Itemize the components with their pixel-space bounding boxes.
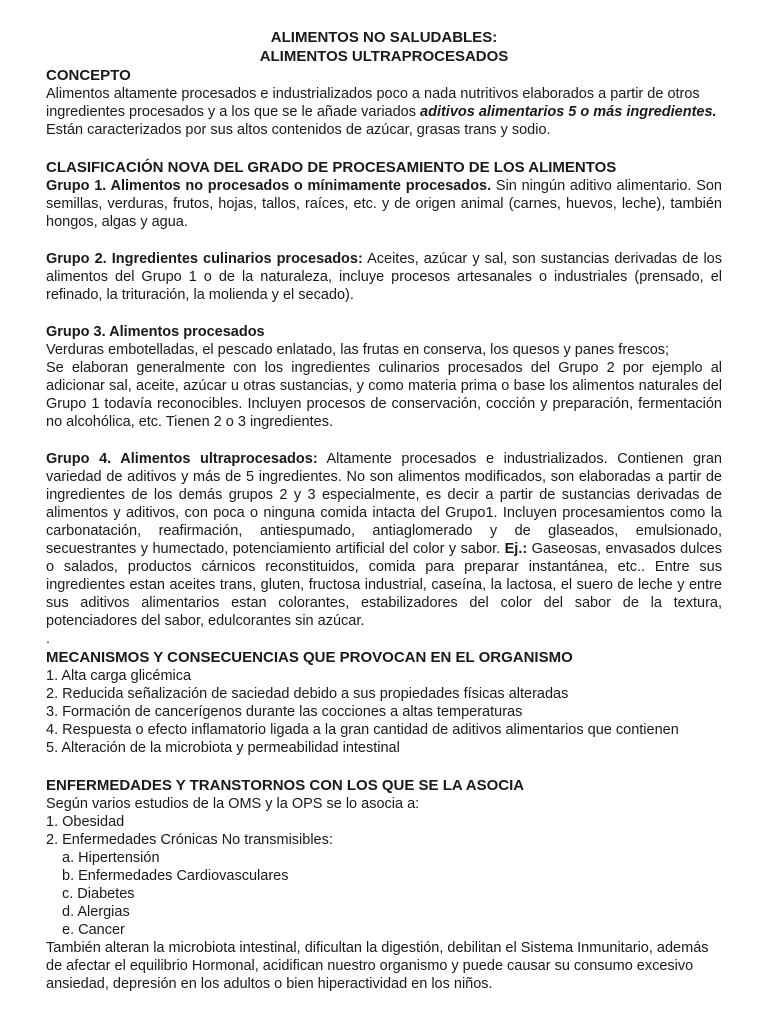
grupo4-ej-label: Ej.: <box>504 541 528 557</box>
grupo4-text-b: Gaseosas, envasados dulces o salados, productos cárnicos reconstituidos, comida para preparar instantánea, etc.. Entre sus ingredientes estan aceites trans, gluten, fructosa industrial, caseína, la lactosa, el suero de leche y entre sus aditivos alimentarios estan colorantes, estabilizadores del color del sabor de la textura, potenciadores del sabor, edulcorantes sin azúcar. <box>46 541 722 629</box>
document-title-line-1: ALIMENTOS NO SALUDABLES: <box>270 29 498 46</box>
grupo3-label-line <box>46 323 722 341</box>
stray-dot: . <box>46 631 51 647</box>
list-item: 5. Alteración de la microbiota y permeabilidad intestinal <box>46 740 400 756</box>
enfermedades-heading: ENFERMEDADES Y TRANSTORNOS CON LOS QUE SE LA ASOCIA <box>46 777 525 794</box>
grupo2-text: Aceites, azúcar y sal, son sustancias derivadas de los alimentos del Grupo 1 o de la naturaleza, incluye procesos artesanales o industriales (prensado, el refinado, la trituración, la molienda y el secado). <box>46 251 722 303</box>
concepto-heading: CONCEPTO <box>46 67 131 84</box>
sub-list-item: c. Diabetes <box>62 886 135 902</box>
grupo3-line1: Verduras embotelladas, el pescado enlatado, las frutas en conserva, los quesos y panes frescos; <box>46 342 670 358</box>
grupo2-paragraph <box>46 250 722 304</box>
mecanismos-list <box>46 667 722 757</box>
sub-list-item: e. Cancer <box>62 922 125 938</box>
enfermedades-sublist <box>46 849 722 939</box>
concepto-text-b: Están caracterizados por sus altos contenidos de azúcar, grasas trans y sodio. <box>46 122 551 138</box>
concepto-paragraph <box>46 85 722 139</box>
mecanismos-heading: MECANISMOS Y CONSECUENCIAS QUE PROVOCAN EN EL ORGANISMO <box>46 649 573 666</box>
grupo4-label: Grupo 4. Alimentos ultraprocesados: <box>46 451 318 467</box>
grupo1-label: Grupo 1. Alimentos no procesados o mínimamente procesados. <box>46 178 492 194</box>
clasificacion-heading: CLASIFICACIÓN NOVA DEL GRADO DE PROCESAMIENTO DE LOS ALIMENTOS <box>46 159 617 176</box>
enfermedades-closing: También alteran la microbiota intestinal, dificultan la digestión, debilitan el Sistema Inmunitario, además de afectar el equilibrio Hormonal, acidifican nuestro organismo y puede causar su consumo excesivo ansiedad, depresión en los adultos o bien hiperactividad en los niños. <box>46 940 709 992</box>
grupo2-label: Grupo 2. Ingredientes culinarios procesados: <box>46 251 363 267</box>
list-item: 4. Respuesta o efecto inflamatorio ligada a la gran cantidad de aditivos alimentarios que contienen <box>46 722 679 738</box>
list-item: 1. Obesidad <box>46 814 125 830</box>
sub-list-item: b. Enfermedades Cardiovasculares <box>62 868 289 884</box>
enfermedades-intro: Según varios estudios de la OMS y la OPS se lo asocia a: <box>46 796 420 812</box>
list-item: 1. Alta carga glicémica <box>46 668 192 684</box>
list-item: 2. Enfermedades Crónicas No transmisibles: <box>46 832 333 848</box>
grupo3-label: Grupo 3. Alimentos procesados <box>46 324 265 340</box>
sub-list-item: d. Alergias <box>62 904 130 920</box>
list-item: 2. Reducida señalización de saciedad debido a sus propiedades físicas alteradas <box>46 686 569 702</box>
concepto-bold-text: aditivos alimentarios 5 o más ingredientes. <box>420 104 717 120</box>
grupo3-line2: Se elaboran generalmente con los ingredientes culinarios procesados del Grupo 2 por ejemplo al adicionar sal, aceite, azúcar u otras sustancias, y como materia prima o base los alimentos naturales del Grupo 1 todavía reconocibles. Incluyen procesos de conservación, cocción y preparación, fermentación no alcohólica, etc. Tienen 2 o 3 ingredientes. <box>46 360 722 430</box>
list-item: 3. Formación de cancerígenos durante las cocciones a altas temperaturas <box>46 704 523 720</box>
grupo1-paragraph <box>46 177 722 231</box>
sub-list-item: a. Hipertensión <box>62 850 160 866</box>
grupo1-text: Sin ningún aditivo alimentario. Son semillas, verduras, frutos, hojas, tallos, raíces, etc. y de origen animal (carnes, huevos, leche), también hongos, algas y agua. <box>46 178 722 230</box>
grupo4-paragraph <box>46 450 722 630</box>
concepto-text-a: Alimentos altamente procesados e industrializados poco a nada nutritivos elaborados a partir de otros ingredientes procesados y a los que se le añade variados <box>46 86 700 120</box>
document-title-line-2: ALIMENTOS ULTRAPROCESADOS <box>259 48 509 65</box>
grupo4-text-a: Altamente procesados e industrializados. Contienen gran variedad de aditivos y más de 5 ingredientes. No son alimentos modificados, son elaboradas a partir de ingredientes de los demás grupos 2 y 3 especialmente, es decir a partir de sustancias derivadas de alimentos y aditivos, con poca o ninguna comida intacta del Grupo1. Incluyen procesamientos como la carbonatación, reafirmación, antiespumado, antiaglomerado y de glaseados, emulsionado, secuestrantes y humectado, potenciamiento artificial del color y sabor. <box>46 451 722 557</box>
